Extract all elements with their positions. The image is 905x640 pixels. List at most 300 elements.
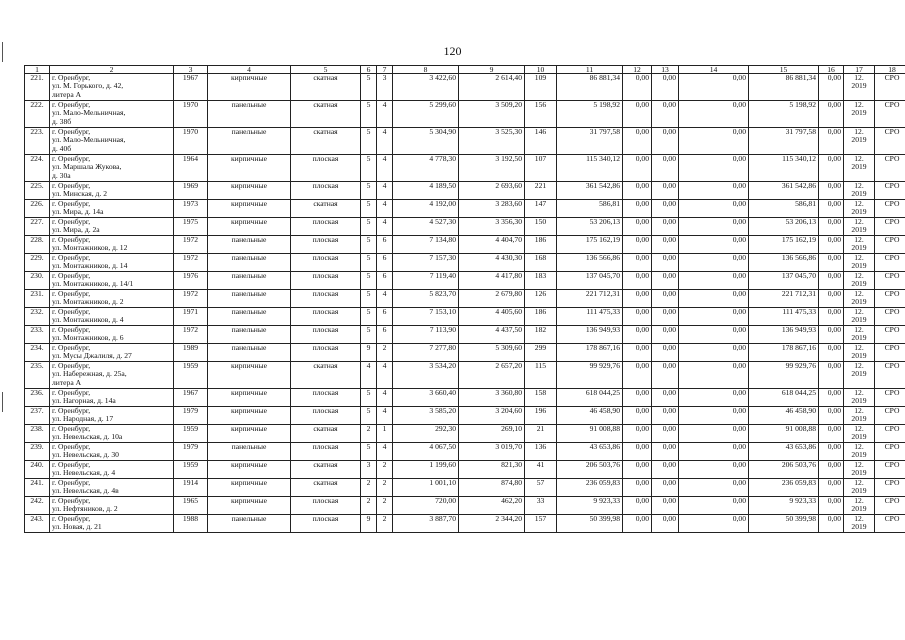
cell-line: д. 30а (52, 170, 71, 180)
cell-line: 2019 (851, 369, 867, 379)
table-row (25, 461, 905, 479)
cell-row-number: 226. (25, 200, 50, 218)
cell-cost-col-12: 0,00 (623, 290, 652, 308)
cell-cost-col-13: 0,00 (652, 407, 679, 425)
cell-total-area: 7 134,80 (393, 236, 459, 254)
cell-line: ул. Народная, д. 17 (52, 414, 114, 424)
cell-year-built: 1959 (174, 425, 208, 443)
cell-line: 2019 (851, 468, 867, 478)
cell-roof-type: плоская (291, 236, 361, 254)
cell-line: г. Оренбург, (52, 253, 91, 262)
cell-roof-type: плоская (291, 407, 361, 425)
cell-total-cost: 137 045,70 (557, 272, 623, 290)
cell-total-area: 3 422,60 (393, 74, 459, 101)
column-header: 5 (291, 66, 361, 74)
cell-floors-count: 9 (361, 344, 377, 362)
cell-address (50, 389, 174, 407)
cell-address (50, 290, 174, 308)
cell-cost-col-15: 137 045,70 (749, 272, 819, 290)
cell-entrances-count: 4 (377, 389, 393, 407)
cell-line: 12. (854, 361, 864, 370)
cell-total-area: 5 304,90 (393, 128, 459, 155)
cell-cost-col-16: 0,00 (819, 236, 844, 254)
table-row (25, 128, 905, 155)
column-header: 14 (679, 66, 749, 74)
column-header: 4 (208, 66, 291, 74)
cell-total-area: 7 157,30 (393, 254, 459, 272)
cell-residents-count: 221 (525, 182, 557, 200)
cell-total-area: 7 277,80 (393, 344, 459, 362)
cell-cost-col-15: 46 458,90 (749, 407, 819, 425)
cell-year-built: 1959 (174, 362, 208, 389)
table-row (25, 254, 905, 272)
cell-row-number: 242. (25, 497, 50, 515)
cell-completion-date (844, 497, 875, 515)
cell-line: 12. (854, 217, 864, 226)
table-row (25, 362, 905, 389)
cell-cost-col-15: 361 542,86 (749, 182, 819, 200)
cell-cost-col-14: 0,00 (679, 182, 749, 200)
cell-living-area: 3 360,80 (459, 389, 525, 407)
cell-total-area: 1 199,60 (393, 461, 459, 479)
cell-floors-count: 5 (361, 407, 377, 425)
cell-total-cost: 136 949,93 (557, 326, 623, 344)
cell-living-area: 821,30 (459, 461, 525, 479)
cell-year-built: 1965 (174, 497, 208, 515)
cell-total-area: 3 887,70 (393, 515, 459, 533)
cell-entrances-count: 4 (377, 155, 393, 182)
cell-roof-type: плоская (291, 497, 361, 515)
cell-cost-col-14: 0,00 (679, 290, 749, 308)
table-row (25, 155, 905, 182)
cell-wall-material: панельные (208, 236, 291, 254)
cell-completion-date (844, 254, 875, 272)
cell-floors-count: 2 (361, 479, 377, 497)
cell-cost-col-12: 0,00 (623, 461, 652, 479)
column-header: 16 (819, 66, 844, 74)
cell-cost-col-16: 0,00 (819, 182, 844, 200)
cell-roof-type: скатная (291, 101, 361, 128)
cell-completion-date (844, 407, 875, 425)
cell-line: ул. Нефтяников, д. 2 (52, 504, 118, 514)
cell-line: ул. Монтажников, д. 14 (52, 261, 128, 271)
cell-cost-col-14: 0,00 (679, 308, 749, 326)
cell-total-area: 7 119,40 (393, 272, 459, 290)
cell-address (50, 128, 174, 155)
cell-wall-material: кирпичные (208, 479, 291, 497)
cell-roof-type: плоская (291, 272, 361, 290)
cell-line: ул. Мира, д. 14а (52, 207, 104, 217)
cell-living-area: 2 693,60 (459, 182, 525, 200)
cell-cost-col-12: 0,00 (623, 128, 652, 155)
cell-row-number: 222. (25, 101, 50, 128)
cell-roof-type: скатная (291, 425, 361, 443)
cell-cost-col-16: 0,00 (819, 218, 844, 236)
column-header: 11 (557, 66, 623, 74)
cell-roof-type: скатная (291, 128, 361, 155)
cell-total-cost: 99 929,76 (557, 362, 623, 389)
cell-total-area: 4 192,00 (393, 200, 459, 218)
table-row (25, 182, 905, 200)
cell-cost-col-13: 0,00 (652, 290, 679, 308)
cell-residents-count: 157 (525, 515, 557, 533)
cell-completion-date (844, 272, 875, 290)
cell-total-area: 7 113,90 (393, 326, 459, 344)
cell-entrances-count: 6 (377, 254, 393, 272)
cell-cost-col-16: 0,00 (819, 155, 844, 182)
cell-living-area: 4 405,60 (459, 308, 525, 326)
cell-cost-col-15: 115 340,12 (749, 155, 819, 182)
cell-roof-type: скатная (291, 74, 361, 101)
cell-line: 12. (854, 181, 864, 190)
cell-roof-type: плоская (291, 443, 361, 461)
cell-cost-col-14: 0,00 (679, 461, 749, 479)
cell-roof-type: скатная (291, 362, 361, 389)
cell-cost-col-13: 0,00 (652, 272, 679, 290)
cell-line: 2019 (851, 297, 867, 307)
cell-line: г. Оренбург, (52, 127, 91, 136)
cell-line: ул. Минская, д. 2 (52, 189, 107, 199)
cell-year-built: 1971 (174, 308, 208, 326)
cell-cost-col-13: 0,00 (652, 236, 679, 254)
cell-line: 2019 (851, 333, 867, 343)
cell-row-number: 235. (25, 362, 50, 389)
cell-cost-col-15: 91 008,88 (749, 425, 819, 443)
cell-line: литера А (52, 377, 82, 387)
cell-cost-col-13: 0,00 (652, 101, 679, 128)
cell-cost-col-13: 0,00 (652, 182, 679, 200)
cell-row-number: 231. (25, 290, 50, 308)
cell-cost-col-13: 0,00 (652, 326, 679, 344)
cell-total-cost: 31 797,58 (557, 128, 623, 155)
cell-total-cost: 178 867,16 (557, 344, 623, 362)
table-row (25, 101, 905, 128)
table-row (25, 443, 905, 461)
cell-line: г. Оренбург, (52, 478, 91, 487)
cell-cost-col-16: 0,00 (819, 443, 844, 461)
cell-line: г. Оренбург, (52, 424, 91, 433)
cell-residents-count: 41 (525, 461, 557, 479)
cell-floors-count: 5 (361, 236, 377, 254)
cell-line: г. Оренбург, (52, 496, 91, 505)
cell-entrances-count: 2 (377, 497, 393, 515)
cell-year-built: 1972 (174, 254, 208, 272)
cell-total-area: 3 534,20 (393, 362, 459, 389)
cell-row-number: 225. (25, 182, 50, 200)
cell-living-area: 2 344,20 (459, 515, 525, 533)
table-row (25, 389, 905, 407)
cell-line: ул. Невельская, д. 30 (52, 450, 119, 460)
cell-cost-col-15: 221 712,31 (749, 290, 819, 308)
cell-residents-count: 183 (525, 272, 557, 290)
cell-wall-material: кирпичные (208, 200, 291, 218)
cell-line: ул. Невельская, д. 4 (52, 468, 116, 478)
cell-line: 2019 (851, 396, 867, 406)
cell-floors-count: 5 (361, 272, 377, 290)
cell-address (50, 101, 174, 128)
cell-line: ул. Монтажников, д. 2 (52, 297, 124, 307)
cell-cost-col-16: 0,00 (819, 362, 844, 389)
cell-line: 12. (854, 406, 864, 415)
cell-cost-col-15: 111 475,33 (749, 308, 819, 326)
cell-line: г. Оренбург, (52, 388, 91, 397)
cell-living-area: 3 525,30 (459, 128, 525, 155)
cell-line: 12. (854, 199, 864, 208)
cell-cost-col-15: 5 198,92 (749, 101, 819, 128)
cell-floors-count: 5 (361, 218, 377, 236)
cell-roof-type: плоская (291, 515, 361, 533)
cell-line: 12. (854, 307, 864, 316)
cell-wall-material: панельные (208, 101, 291, 128)
cell-cost-col-12: 0,00 (623, 200, 652, 218)
cell-living-area: 4 430,30 (459, 254, 525, 272)
cell-line: г. Оренбург, (52, 361, 91, 370)
cell-floors-count: 5 (361, 389, 377, 407)
cell-completion-date (844, 443, 875, 461)
cell-entrances-count: 6 (377, 272, 393, 290)
registry-table (24, 65, 905, 533)
cell-wall-material: кирпичные (208, 155, 291, 182)
cell-living-area: 269,10 (459, 425, 525, 443)
cell-repair-method: СРО (875, 461, 905, 479)
cell-row-number: 232. (25, 308, 50, 326)
cell-total-area: 7 153,10 (393, 308, 459, 326)
cell-year-built: 1914 (174, 479, 208, 497)
cell-residents-count: 196 (525, 407, 557, 425)
cell-cost-col-14: 0,00 (679, 218, 749, 236)
cell-line: г. Оренбург, (52, 514, 91, 523)
cell-address (50, 326, 174, 344)
cell-line: ул. Новая, д. 21 (52, 522, 102, 532)
cell-line: ул. Маршала Жукова, (52, 162, 122, 172)
cell-line: г. Оренбург, (52, 235, 91, 244)
cell-entrances-count: 3 (377, 74, 393, 101)
cell-total-cost: 618 044,25 (557, 389, 623, 407)
cell-living-area: 4 417,80 (459, 272, 525, 290)
cell-repair-method: СРО (875, 326, 905, 344)
cell-total-cost: 115 340,12 (557, 155, 623, 182)
cell-entrances-count: 2 (377, 479, 393, 497)
cell-total-area: 292,30 (393, 425, 459, 443)
cell-line: 12. (854, 442, 864, 451)
cell-residents-count: 57 (525, 479, 557, 497)
cell-cost-col-16: 0,00 (819, 254, 844, 272)
cell-cost-col-14: 0,00 (679, 74, 749, 101)
cell-total-cost: 5 198,92 (557, 101, 623, 128)
cell-line: 12. (854, 496, 864, 505)
cell-year-built: 1972 (174, 290, 208, 308)
cell-living-area: 4 404,70 (459, 236, 525, 254)
cell-entrances-count: 4 (377, 443, 393, 461)
cell-total-area: 5 823,70 (393, 290, 459, 308)
cell-year-built: 1964 (174, 155, 208, 182)
cell-repair-method: СРО (875, 344, 905, 362)
cell-cost-col-14: 0,00 (679, 155, 749, 182)
cell-line: литера А (52, 89, 82, 99)
cell-year-built: 1967 (174, 74, 208, 101)
cell-residents-count: 33 (525, 497, 557, 515)
cell-cost-col-12: 0,00 (623, 101, 652, 128)
cell-repair-method: СРО (875, 443, 905, 461)
column-header: 10 (525, 66, 557, 74)
cell-wall-material: панельные (208, 344, 291, 362)
cell-cost-col-16: 0,00 (819, 515, 844, 533)
cell-wall-material: панельные (208, 254, 291, 272)
cell-living-area: 3 019,70 (459, 443, 525, 461)
cell-living-area: 3 356,30 (459, 218, 525, 236)
cell-entrances-count: 2 (377, 461, 393, 479)
cell-cost-col-12: 0,00 (623, 326, 652, 344)
cell-cost-col-15: 175 162,19 (749, 236, 819, 254)
column-header: 13 (652, 66, 679, 74)
cell-cost-col-13: 0,00 (652, 461, 679, 479)
cell-wall-material: панельные (208, 308, 291, 326)
cell-floors-count: 5 (361, 290, 377, 308)
cell-line: 2019 (851, 189, 867, 199)
cell-cost-col-15: 178 867,16 (749, 344, 819, 362)
cell-year-built: 1970 (174, 128, 208, 155)
cell-year-built: 1973 (174, 200, 208, 218)
cell-line: 12. (854, 478, 864, 487)
cell-line: ул. Монтажников, д. 14/1 (52, 279, 134, 289)
cell-total-area: 4 778,30 (393, 155, 459, 182)
cell-total-area: 3 585,20 (393, 407, 459, 425)
cell-residents-count: 147 (525, 200, 557, 218)
cell-total-area: 4 189,50 (393, 182, 459, 200)
table-row (25, 326, 905, 344)
cell-entrances-count: 6 (377, 236, 393, 254)
cell-year-built: 1989 (174, 344, 208, 362)
column-header: 3 (174, 66, 208, 74)
cell-completion-date (844, 362, 875, 389)
cell-line: 2019 (851, 504, 867, 514)
cell-cost-col-12: 0,00 (623, 182, 652, 200)
cell-completion-date (844, 200, 875, 218)
cell-wall-material: панельные (208, 272, 291, 290)
cell-cost-col-14: 0,00 (679, 515, 749, 533)
cell-repair-method: СРО (875, 515, 905, 533)
cell-wall-material: панельные (208, 326, 291, 344)
cell-roof-type: плоская (291, 344, 361, 362)
cell-cost-col-12: 0,00 (623, 389, 652, 407)
cell-floors-count: 5 (361, 155, 377, 182)
cell-line: 2019 (851, 279, 867, 289)
cell-cost-col-12: 0,00 (623, 443, 652, 461)
cell-residents-count: 146 (525, 128, 557, 155)
cell-line: 2019 (851, 135, 867, 145)
cell-line: 12. (854, 253, 864, 262)
cell-line: 2019 (851, 225, 867, 235)
cell-floors-count: 2 (361, 497, 377, 515)
table-row (25, 515, 905, 533)
cell-year-built: 1959 (174, 461, 208, 479)
cell-year-built: 1970 (174, 101, 208, 128)
cell-total-cost: 175 162,19 (557, 236, 623, 254)
cell-year-built: 1975 (174, 218, 208, 236)
cell-cost-col-13: 0,00 (652, 443, 679, 461)
cell-residents-count: 182 (525, 326, 557, 344)
cell-year-built: 1988 (174, 515, 208, 533)
cell-roof-type: скатная (291, 479, 361, 497)
column-header: 8 (393, 66, 459, 74)
table-row (25, 236, 905, 254)
cell-total-area: 5 299,60 (393, 101, 459, 128)
cell-cost-col-16: 0,00 (819, 200, 844, 218)
cell-entrances-count: 6 (377, 308, 393, 326)
cell-cost-col-15: 618 044,25 (749, 389, 819, 407)
cell-entrances-count: 2 (377, 515, 393, 533)
cell-cost-col-16: 0,00 (819, 389, 844, 407)
cell-residents-count: 21 (525, 425, 557, 443)
cell-row-number: 224. (25, 155, 50, 182)
cell-cost-col-15: 9 923,33 (749, 497, 819, 515)
cell-cost-col-13: 0,00 (652, 362, 679, 389)
table-row (25, 344, 905, 362)
cell-cost-col-14: 0,00 (679, 344, 749, 362)
cell-roof-type: плоская (291, 389, 361, 407)
cell-cost-col-12: 0,00 (623, 362, 652, 389)
cell-line: г. Оренбург, (52, 100, 91, 109)
cell-row-number: 243. (25, 515, 50, 533)
cell-wall-material: кирпичные (208, 74, 291, 101)
cell-cost-col-16: 0,00 (819, 425, 844, 443)
cell-cost-col-15: 586,81 (749, 200, 819, 218)
cell-cost-col-14: 0,00 (679, 128, 749, 155)
cell-line: г. Оренбург, (52, 271, 91, 280)
cell-line: 12. (854, 325, 864, 334)
table-row (25, 497, 905, 515)
cell-cost-col-13: 0,00 (652, 308, 679, 326)
cell-cost-col-16: 0,00 (819, 326, 844, 344)
cell-line: г. Оренбург, (52, 154, 91, 163)
cell-line: ул. Мира, д. 2а (52, 225, 100, 235)
cell-floors-count: 5 (361, 308, 377, 326)
cell-cost-col-12: 0,00 (623, 74, 652, 101)
cell-total-area: 4 527,30 (393, 218, 459, 236)
table-row (25, 290, 905, 308)
cell-cost-col-13: 0,00 (652, 479, 679, 497)
cell-wall-material: панельные (208, 443, 291, 461)
cell-address (50, 461, 174, 479)
cell-floors-count: 5 (361, 254, 377, 272)
cell-cost-col-12: 0,00 (623, 236, 652, 254)
cell-line: ул. Монтажников, д. 12 (52, 243, 128, 253)
cell-cost-col-15: 53 206,13 (749, 218, 819, 236)
cell-total-cost: 206 503,76 (557, 461, 623, 479)
cell-cost-col-13: 0,00 (652, 425, 679, 443)
cell-completion-date (844, 344, 875, 362)
cell-floors-count: 4 (361, 362, 377, 389)
cell-line: 12. (854, 343, 864, 352)
cell-completion-date (844, 515, 875, 533)
cell-address (50, 479, 174, 497)
table-row (25, 308, 905, 326)
cell-residents-count: 115 (525, 362, 557, 389)
cell-total-cost: 9 923,33 (557, 497, 623, 515)
cell-repair-method: СРО (875, 272, 905, 290)
cell-total-cost: 86 881,34 (557, 74, 623, 101)
cell-floors-count: 5 (361, 326, 377, 344)
cell-living-area: 3 509,20 (459, 101, 525, 128)
cell-wall-material: кирпичные (208, 362, 291, 389)
cell-cost-col-13: 0,00 (652, 74, 679, 101)
column-header: 6 (361, 66, 377, 74)
cell-cost-col-12: 0,00 (623, 425, 652, 443)
column-header: 17 (844, 66, 875, 74)
cell-total-cost: 361 542,86 (557, 182, 623, 200)
cell-repair-method: СРО (875, 155, 905, 182)
cell-row-number: 227. (25, 218, 50, 236)
